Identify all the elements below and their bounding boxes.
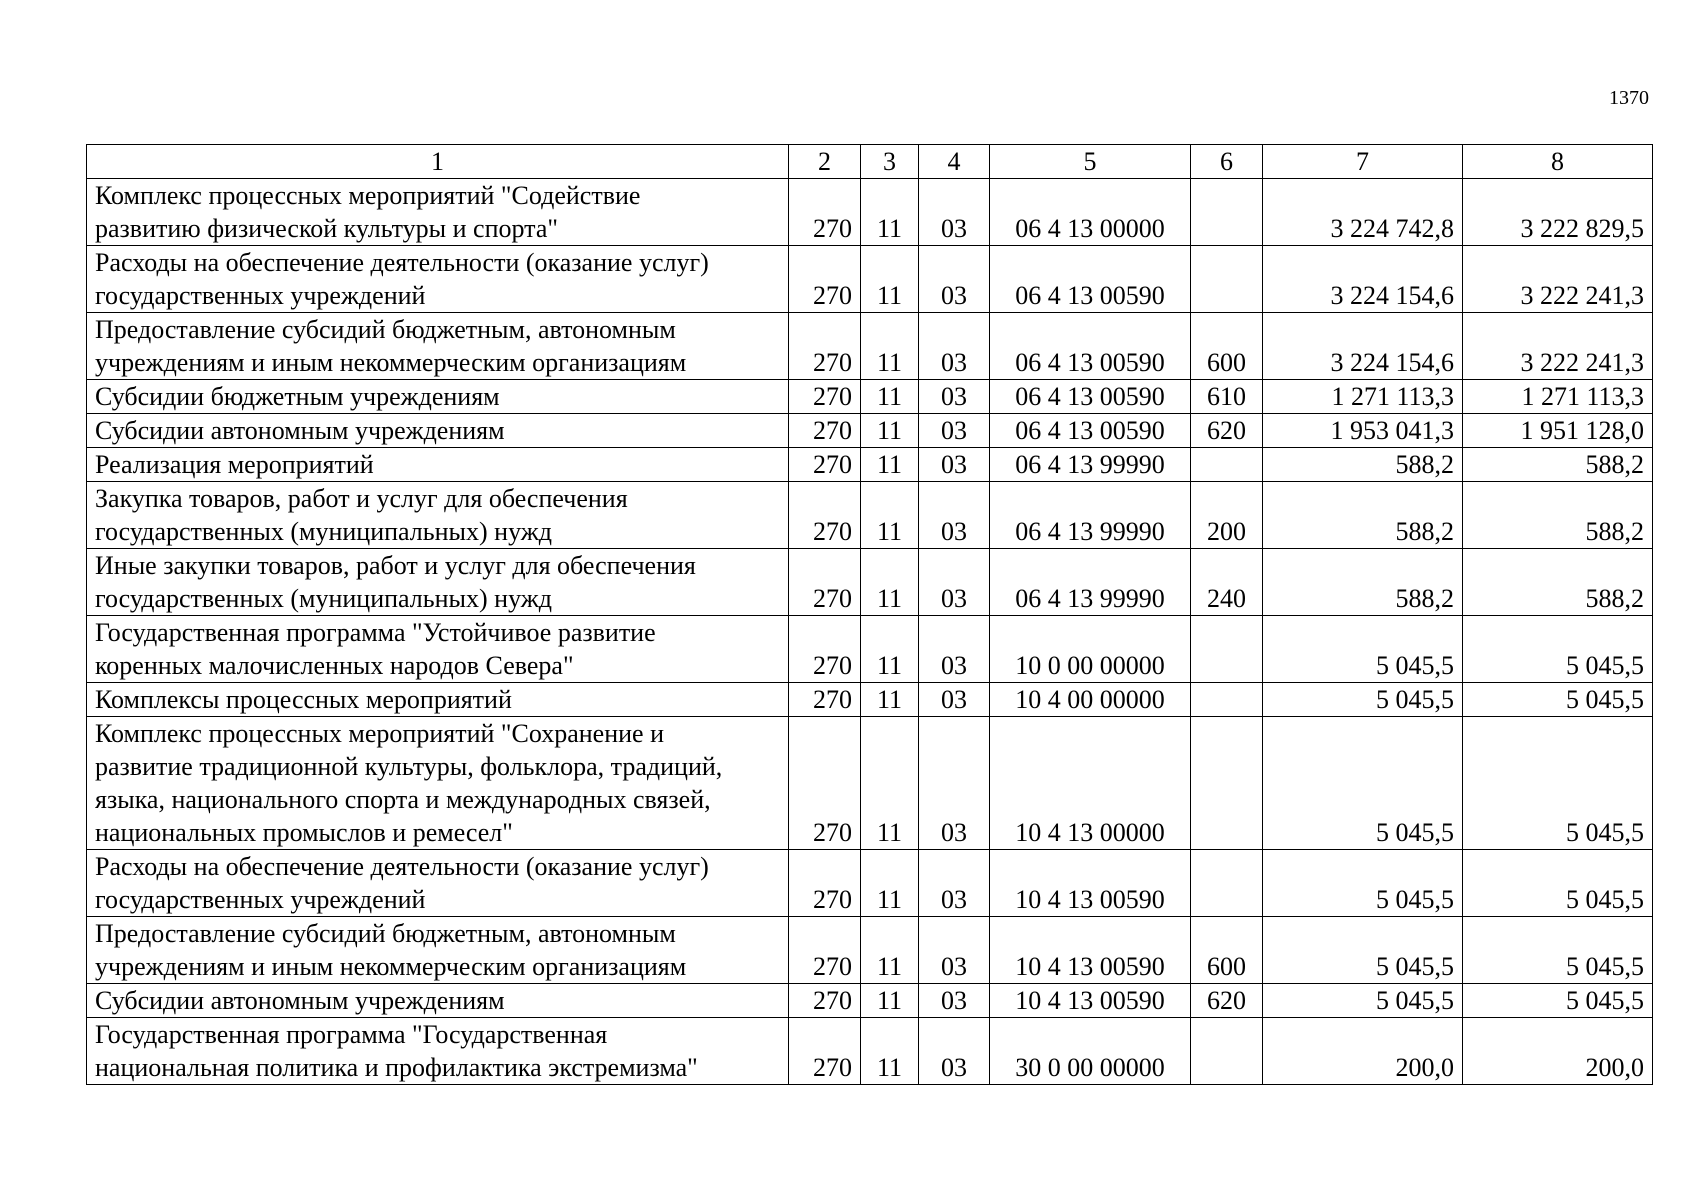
amount-col7-cell: 5 045,5: [1263, 717, 1463, 850]
column-header-2: 2: [789, 145, 861, 179]
table-row: [87, 917, 1653, 984]
subsection-code-cell: 03: [919, 414, 990, 448]
table-row: [87, 414, 1653, 448]
subsection-code-cell: 03: [919, 313, 990, 380]
subsection-code-cell: 03: [919, 616, 990, 683]
department-code-cell: 270: [789, 717, 861, 850]
section-code-cell: 11: [861, 179, 919, 246]
section-code-cell: 11: [861, 549, 919, 616]
section-code-cell: 11: [861, 717, 919, 850]
expense-type-cell: [1191, 246, 1263, 313]
expense-type-cell: [1191, 616, 1263, 683]
department-code-cell: 270: [789, 246, 861, 313]
target-article-cell: 10 4 00 00000: [990, 683, 1191, 717]
column-header-3: 3: [861, 145, 919, 179]
expense-type-cell: [1191, 717, 1263, 850]
row-name-line: учреждениям и иным некоммерческим организациям: [95, 348, 687, 377]
row-name-line: развитие традиционной культуры, фольклора, традиций,: [95, 752, 723, 781]
subsection-code-cell: 03: [919, 246, 990, 313]
target-article-cell: 10 4 13 00000: [990, 717, 1191, 850]
table-row: [87, 683, 1653, 717]
target-article-cell: 06 4 13 00590: [990, 313, 1191, 380]
table-row: [87, 984, 1653, 1018]
subsection-code-cell: 03: [919, 984, 990, 1018]
table-row: [87, 179, 1653, 246]
section-code-cell: 11: [861, 850, 919, 917]
amount-col7-cell: 5 045,5: [1263, 616, 1463, 683]
row-name-cell: [87, 179, 789, 246]
amount-col7-cell: 588,2: [1263, 549, 1463, 616]
amount-col7-cell: 5 045,5: [1263, 984, 1463, 1018]
column-header-1: 1: [87, 145, 789, 179]
column-header-5: 5: [990, 145, 1191, 179]
subsection-code-cell: 03: [919, 549, 990, 616]
amount-col8-cell: 1 271 113,3: [1463, 380, 1653, 414]
row-name-cell: [87, 380, 789, 414]
target-article-cell: 06 4 13 00590: [990, 246, 1191, 313]
row-name-line: государственных учреждений: [95, 281, 426, 310]
column-header-4: 4: [919, 145, 990, 179]
target-article-cell: 10 4 13 00590: [990, 984, 1191, 1018]
row-name-cell: [87, 246, 789, 313]
department-code-cell: 270: [789, 482, 861, 549]
amount-col7-cell: 3 224 742,8: [1263, 179, 1463, 246]
amount-col8-cell: 5 045,5: [1463, 683, 1653, 717]
department-code-cell: 270: [789, 683, 861, 717]
page-number: 1370: [1609, 87, 1649, 109]
amount-col8-cell: 5 045,5: [1463, 984, 1653, 1018]
section-code-cell: 11: [861, 984, 919, 1018]
table-row: [87, 1018, 1653, 1085]
section-code-cell: 11: [861, 380, 919, 414]
subsection-code-cell: 03: [919, 448, 990, 482]
department-code-cell: 270: [789, 380, 861, 414]
table-row: [87, 313, 1653, 380]
subsection-code-cell: 03: [919, 1018, 990, 1085]
section-code-cell: 11: [861, 616, 919, 683]
target-article-cell: 06 4 13 99990: [990, 549, 1191, 616]
expense-type-cell: 600: [1191, 917, 1263, 984]
row-name-line: развитию физической культуры и спорта": [95, 214, 558, 243]
table-row: [87, 246, 1653, 313]
row-name-cell: [87, 917, 789, 984]
subsection-code-cell: 03: [919, 717, 990, 850]
amount-col8-cell: 3 222 241,3: [1463, 313, 1653, 380]
row-name-cell: [87, 616, 789, 683]
row-name-line: национальных промыслов и ремесел": [95, 818, 513, 847]
column-number-row: [87, 145, 1653, 179]
target-article-cell: 10 4 13 00590: [990, 917, 1191, 984]
table-row: [87, 380, 1653, 414]
amount-col8-cell: 3 222 829,5: [1463, 179, 1653, 246]
row-name-line: Государственная программа "Устойчивое развитие: [95, 618, 656, 647]
row-name-cell: [87, 448, 789, 482]
row-name-line: коренных малочисленных народов Севера": [95, 651, 574, 680]
row-name-cell: [87, 482, 789, 549]
department-code-cell: 270: [789, 414, 861, 448]
row-name-line: Иные закупки товаров, работ и услуг для обеспечения: [95, 551, 696, 580]
row-name-line: Комплекс процессных мероприятий "Сохранение и: [95, 719, 664, 748]
row-name-line: Субсидии бюджетным учреждениям: [95, 382, 500, 411]
department-code-cell: 270: [789, 850, 861, 917]
expense-type-cell: 620: [1191, 414, 1263, 448]
department-code-cell: 270: [789, 179, 861, 246]
row-name-line: Субсидии автономным учреждениям: [95, 416, 505, 445]
section-code-cell: 11: [861, 448, 919, 482]
row-name-line: Субсидии автономным учреждениям: [95, 986, 505, 1015]
target-article-cell: 06 4 13 99990: [990, 448, 1191, 482]
table-row: [87, 482, 1653, 549]
amount-col7-cell: 3 224 154,6: [1263, 246, 1463, 313]
expense-type-cell: [1191, 850, 1263, 917]
subsection-code-cell: 03: [919, 482, 990, 549]
target-article-cell: 10 0 00 00000: [990, 616, 1191, 683]
subsection-code-cell: 03: [919, 917, 990, 984]
section-code-cell: 11: [861, 917, 919, 984]
amount-col8-cell: 5 045,5: [1463, 616, 1653, 683]
amount-col7-cell: 3 224 154,6: [1263, 313, 1463, 380]
department-code-cell: 270: [789, 313, 861, 380]
amount-col8-cell: 5 045,5: [1463, 850, 1653, 917]
row-name-line: Реализация мероприятий: [95, 450, 374, 479]
row-name-cell: [87, 717, 789, 850]
table-row: [87, 549, 1653, 616]
row-name-line: Комплексы процессных мероприятий: [95, 685, 512, 714]
amount-col8-cell: 588,2: [1463, 482, 1653, 549]
amount-col7-cell: 588,2: [1263, 482, 1463, 549]
target-article-cell: 06 4 13 00590: [990, 380, 1191, 414]
row-name-line: Государственная программа "Государственная: [95, 1020, 608, 1049]
table-row: [87, 448, 1653, 482]
row-name-line: учреждениям и иным некоммерческим организациям: [95, 952, 687, 981]
row-name-line: Закупка товаров, работ и услуг для обеспечения: [95, 484, 628, 513]
row-name-line: Расходы на обеспечение деятельности (оказание услуг): [95, 248, 709, 277]
expense-type-cell: 200: [1191, 482, 1263, 549]
department-code-cell: 270: [789, 917, 861, 984]
amount-col7-cell: 1 271 113,3: [1263, 380, 1463, 414]
section-code-cell: 11: [861, 246, 919, 313]
department-code-cell: 270: [789, 1018, 861, 1085]
row-name-line: государственных учреждений: [95, 885, 426, 914]
department-code-cell: 270: [789, 448, 861, 482]
expense-type-cell: 620: [1191, 984, 1263, 1018]
row-name-line: Предоставление субсидий бюджетным, автономным: [95, 315, 676, 344]
amount-col7-cell: 588,2: [1263, 448, 1463, 482]
expense-type-cell: [1191, 179, 1263, 246]
amount-col8-cell: 588,2: [1463, 448, 1653, 482]
section-code-cell: 11: [861, 683, 919, 717]
column-header-8: 8: [1463, 145, 1653, 179]
section-code-cell: 11: [861, 1018, 919, 1085]
table-row: [87, 850, 1653, 917]
amount-col8-cell: 200,0: [1463, 1018, 1653, 1085]
target-article-cell: 10 4 13 00590: [990, 850, 1191, 917]
expense-type-cell: [1191, 683, 1263, 717]
row-name-cell: [87, 984, 789, 1018]
amount-col7-cell: 200,0: [1263, 1018, 1463, 1085]
expense-type-cell: [1191, 448, 1263, 482]
amount-col8-cell: 3 222 241,3: [1463, 246, 1653, 313]
department-code-cell: 270: [789, 549, 861, 616]
subsection-code-cell: 03: [919, 380, 990, 414]
row-name-line: Предоставление субсидий бюджетным, автономным: [95, 919, 676, 948]
target-article-cell: 06 4 13 00000: [990, 179, 1191, 246]
budget-table: [86, 144, 1653, 1085]
row-name-line: Расходы на обеспечение деятельности (оказание услуг): [95, 852, 709, 881]
subsection-code-cell: 03: [919, 683, 990, 717]
row-name-cell: [87, 313, 789, 380]
subsection-code-cell: 03: [919, 850, 990, 917]
row-name-cell: [87, 549, 789, 616]
table-row: [87, 717, 1653, 850]
row-name-cell: [87, 850, 789, 917]
amount-col7-cell: 5 045,5: [1263, 850, 1463, 917]
target-article-cell: 30 0 00 00000: [990, 1018, 1191, 1085]
subsection-code-cell: 03: [919, 179, 990, 246]
row-name-line: государственных (муниципальных) нужд: [95, 517, 552, 546]
amount-col7-cell: 1 953 041,3: [1263, 414, 1463, 448]
department-code-cell: 270: [789, 984, 861, 1018]
amount-col8-cell: 5 045,5: [1463, 917, 1653, 984]
column-header-6: 6: [1191, 145, 1263, 179]
expense-type-cell: 610: [1191, 380, 1263, 414]
row-name-line: государственных (муниципальных) нужд: [95, 584, 552, 613]
amount-col8-cell: 588,2: [1463, 549, 1653, 616]
amount-col7-cell: 5 045,5: [1263, 683, 1463, 717]
table-row: [87, 616, 1653, 683]
department-code-cell: 270: [789, 616, 861, 683]
row-name-cell: [87, 1018, 789, 1085]
amount-col8-cell: 5 045,5: [1463, 717, 1653, 850]
expense-type-cell: 240: [1191, 549, 1263, 616]
section-code-cell: 11: [861, 313, 919, 380]
section-code-cell: 11: [861, 482, 919, 549]
section-code-cell: 11: [861, 414, 919, 448]
amount-col8-cell: 1 951 128,0: [1463, 414, 1653, 448]
column-header-7: 7: [1263, 145, 1463, 179]
amount-col7-cell: 5 045,5: [1263, 917, 1463, 984]
row-name-line: языка, национального спорта и международных связей,: [95, 785, 711, 814]
row-name-line: Комплекс процессных мероприятий "Содействие: [95, 181, 641, 210]
expense-type-cell: 600: [1191, 313, 1263, 380]
target-article-cell: 06 4 13 99990: [990, 482, 1191, 549]
row-name-cell: [87, 683, 789, 717]
row-name-cell: [87, 414, 789, 448]
row-name-line: национальная политика и профилактика экстремизма": [95, 1053, 698, 1082]
expense-type-cell: [1191, 1018, 1263, 1085]
target-article-cell: 06 4 13 00590: [990, 414, 1191, 448]
